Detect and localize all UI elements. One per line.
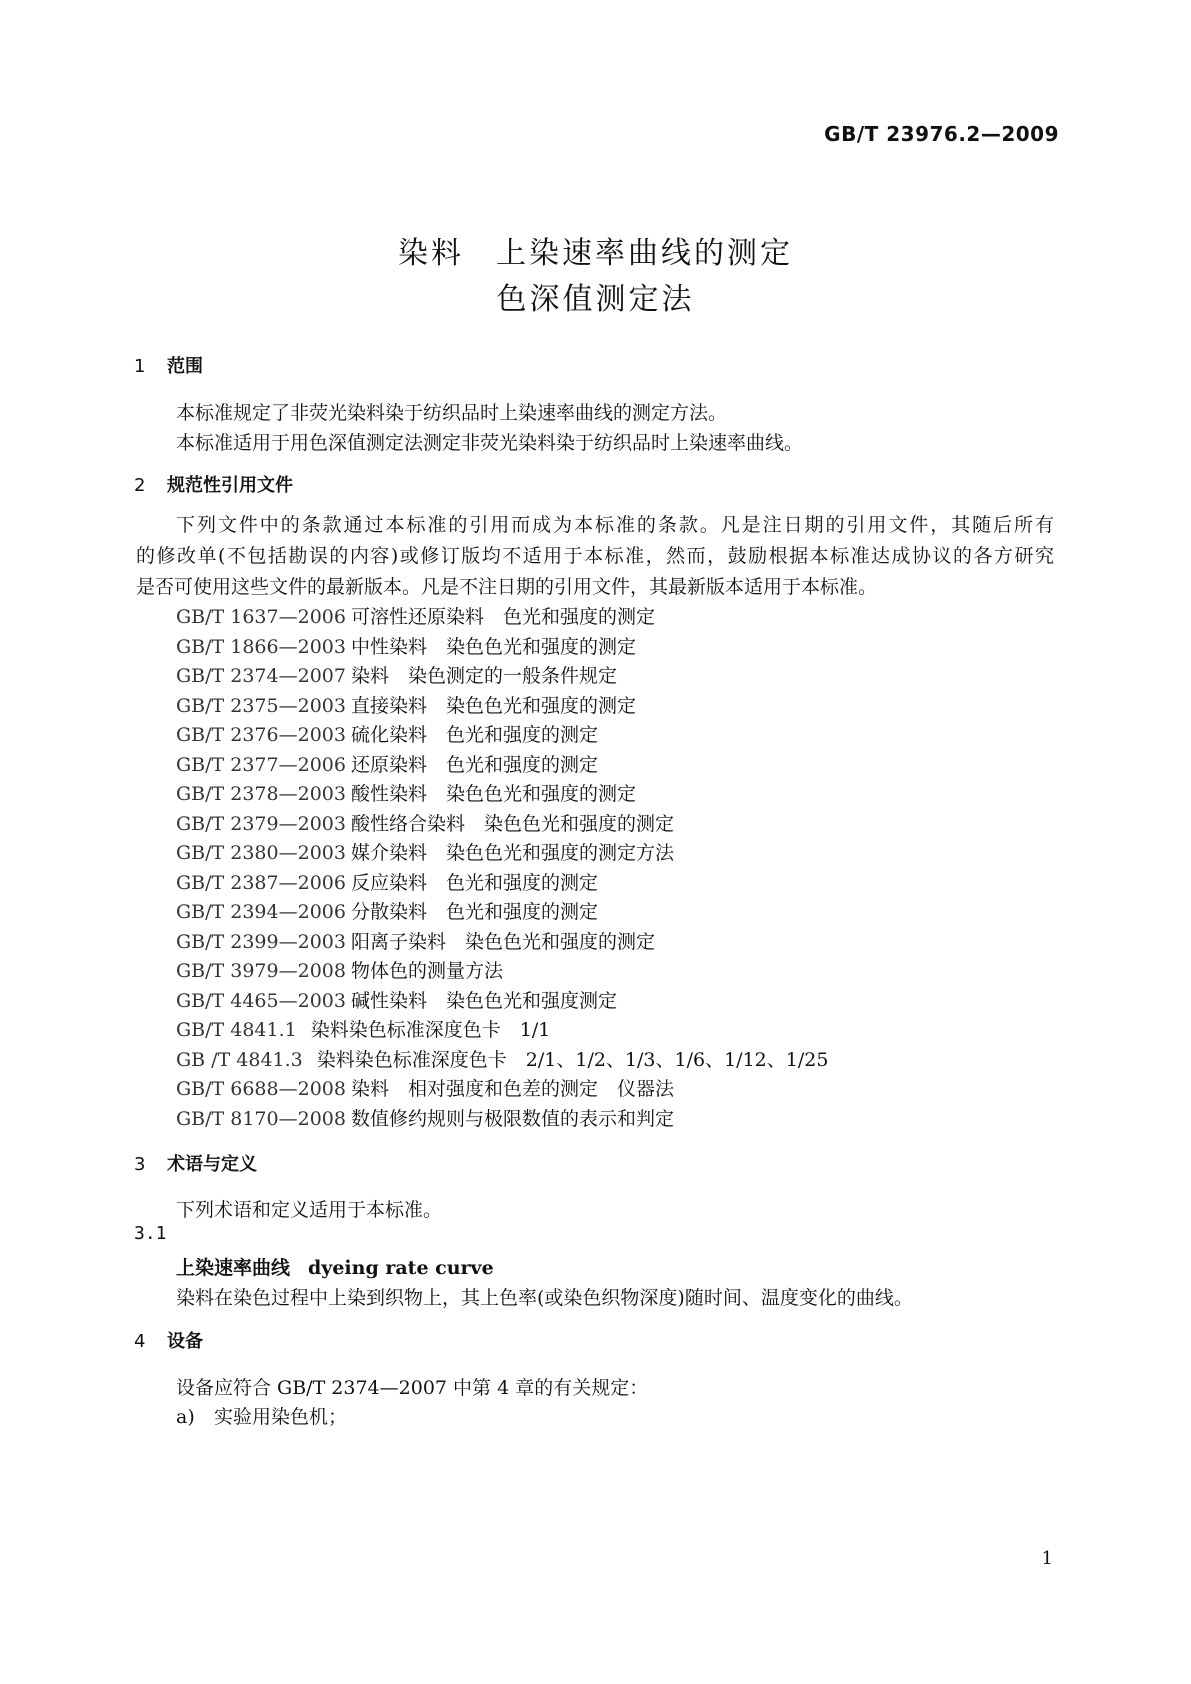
paragraph: 下列术语和定义适用于本标准。 xyxy=(176,1199,443,1221)
section-number: 4 xyxy=(134,1331,146,1352)
reference-item xyxy=(176,809,674,836)
paragraph: 本标准规定了非荧光染料染于纺织品时上染速率曲线的测定方法。 xyxy=(176,402,728,424)
clause-number: 3.1 xyxy=(134,1223,167,1244)
ref-title: 阳离子染料 染色色光和强度的测定 xyxy=(351,930,656,953)
ref-title: 染料染色标准深度色卡 2/1、1/2、1/3、1/6、1/12、1/25 xyxy=(316,1048,829,1071)
ref-code: GB/T 2374—2007 xyxy=(176,665,346,687)
reference-item xyxy=(176,838,674,865)
ref-code: GB/T 8170—2008 xyxy=(176,1107,346,1130)
reference-item xyxy=(176,661,617,688)
ref-code: GB/T 2387—2006 xyxy=(176,871,346,894)
ref-code: GB/T 1866—2003 xyxy=(176,635,346,658)
ref-code: GB/T 1637—2006 xyxy=(176,606,346,628)
ref-title: 酸性络合染料 染色色光和强度的测定 xyxy=(351,812,675,835)
list-item xyxy=(176,1402,347,1429)
reference-item xyxy=(176,986,617,1013)
ref-title: 物体色的测量方法 xyxy=(351,960,504,982)
ref-title: 直接染料 染色色光和强度的测定 xyxy=(351,694,637,717)
reference-item xyxy=(176,602,655,629)
list-label: a) xyxy=(176,1406,195,1428)
reference-item xyxy=(176,779,636,806)
reference-item xyxy=(176,868,598,895)
list-text: 实验用染色机； xyxy=(214,1406,348,1428)
section-title: 范围 xyxy=(167,356,203,377)
section-title: 术语与定义 xyxy=(167,1154,257,1175)
section-1-heading xyxy=(134,352,203,378)
intro-line: 的修改单(不包括勘误的内容)或修订版均不适用于本标准，然而，鼓励根据本标准达成协议的各方研究 xyxy=(136,545,1054,567)
ref-title: 染料 染色测定的一般条件规定 xyxy=(351,665,618,687)
ref-code: GB/T 4841.1 xyxy=(176,1019,297,1041)
ref-code: GB/T 2380—2003 xyxy=(176,842,346,864)
section-title: 规范性引用文件 xyxy=(167,475,293,496)
paragraph: 设备应符合 GB/T 2374—2007 中第 4 章的有关规定： xyxy=(176,1377,649,1399)
ref-title: 还原染料 色光和强度的测定 xyxy=(351,753,599,776)
intro-line: 是否可使用这些文件的最新版本。凡是不注日期的引用文件，其最新版本适用于本标准。 xyxy=(136,576,878,598)
ref-code: GB/T 2394—2006 xyxy=(176,901,346,923)
ref-code: GB/T 2377—2006 xyxy=(176,753,346,776)
standard-number: GB/T 23976.2—2009 xyxy=(824,122,1059,146)
reference-item xyxy=(176,750,598,777)
ref-title: 碱性染料 染色色光和强度测定 xyxy=(351,989,618,1012)
section-3-heading xyxy=(134,1150,257,1176)
reference-item xyxy=(176,927,655,954)
section-4-heading xyxy=(134,1327,203,1353)
section-2-heading xyxy=(134,471,293,497)
ref-title: 硫化染料 色光和强度的测定 xyxy=(351,724,599,746)
ref-code: GB/T 2378—2003 xyxy=(176,783,346,805)
reference-item xyxy=(176,720,598,747)
ref-title: 染料 相对强度和色差的测定 仪器法 xyxy=(351,1078,675,1100)
ref-code: GB/T 2379—2003 xyxy=(176,812,346,835)
reference-item xyxy=(176,1074,674,1101)
title-part2: 上染速率曲线的测定 xyxy=(496,236,793,271)
intro-line: 下列文件中的条款通过本标准的引用而成为本标准的条款。凡是注日期的引用文件，其随后所有 xyxy=(176,514,1054,536)
ref-code: GB/T 2376—2003 xyxy=(176,724,346,746)
title-part1: 染料 xyxy=(398,236,464,271)
ref-code: GB/T 2375—2003 xyxy=(176,694,346,717)
ref-title: 中性染料 染色色光和强度的测定 xyxy=(351,635,637,658)
reference-item xyxy=(176,1015,550,1042)
section-number: 3 xyxy=(134,1154,146,1175)
section-number: 1 xyxy=(134,356,146,377)
term-zh: 上染速率曲线 xyxy=(176,1257,291,1279)
reference-item xyxy=(176,691,636,718)
document-title-line1 xyxy=(0,228,1191,272)
ref-code: GB/T 4465—2003 xyxy=(176,989,346,1012)
page-number: 1 xyxy=(1041,1548,1053,1569)
ref-title: 数值修约规则与极限数值的表示和判定 xyxy=(351,1107,675,1130)
reference-item xyxy=(176,632,636,659)
term-en: dyeing rate curve xyxy=(308,1257,494,1279)
section-number: 2 xyxy=(134,475,146,496)
definition: 染料在染色过程中上染到织物上，其上色率(或染色织物深度)随时间、温度变化的曲线。 xyxy=(176,1287,913,1309)
ref-title: 媒介染料 染色色光和强度的测定方法 xyxy=(351,842,675,864)
ref-code: GB/T 6688—2008 xyxy=(176,1078,346,1100)
paragraph: 本标准适用于用色深值测定法测定非荧光染料染于纺织品时上染速率曲线。 xyxy=(176,432,804,454)
reference-item xyxy=(176,1104,674,1131)
ref-title: 分散染料 色光和强度的测定 xyxy=(351,901,599,923)
section-title: 设备 xyxy=(167,1331,203,1352)
ref-code: GB /T 4841.3 xyxy=(176,1048,303,1071)
reference-item xyxy=(176,1045,828,1072)
term-entry xyxy=(176,1253,494,1280)
ref-title: 反应染料 色光和强度的测定 xyxy=(351,871,599,894)
ref-code: GB/T 3979—2008 xyxy=(176,960,346,982)
document-title-line2: 色深值测定法 xyxy=(496,282,695,317)
ref-title: 酸性染料 染色色光和强度的测定 xyxy=(351,783,637,805)
ref-code: GB/T 2399—2003 xyxy=(176,930,346,953)
ref-title: 可溶性还原染料 色光和强度的测定 xyxy=(351,606,656,628)
reference-item xyxy=(176,897,598,924)
reference-item xyxy=(176,956,503,983)
ref-title: 染料染色标准深度色卡 1/1 xyxy=(310,1019,551,1041)
